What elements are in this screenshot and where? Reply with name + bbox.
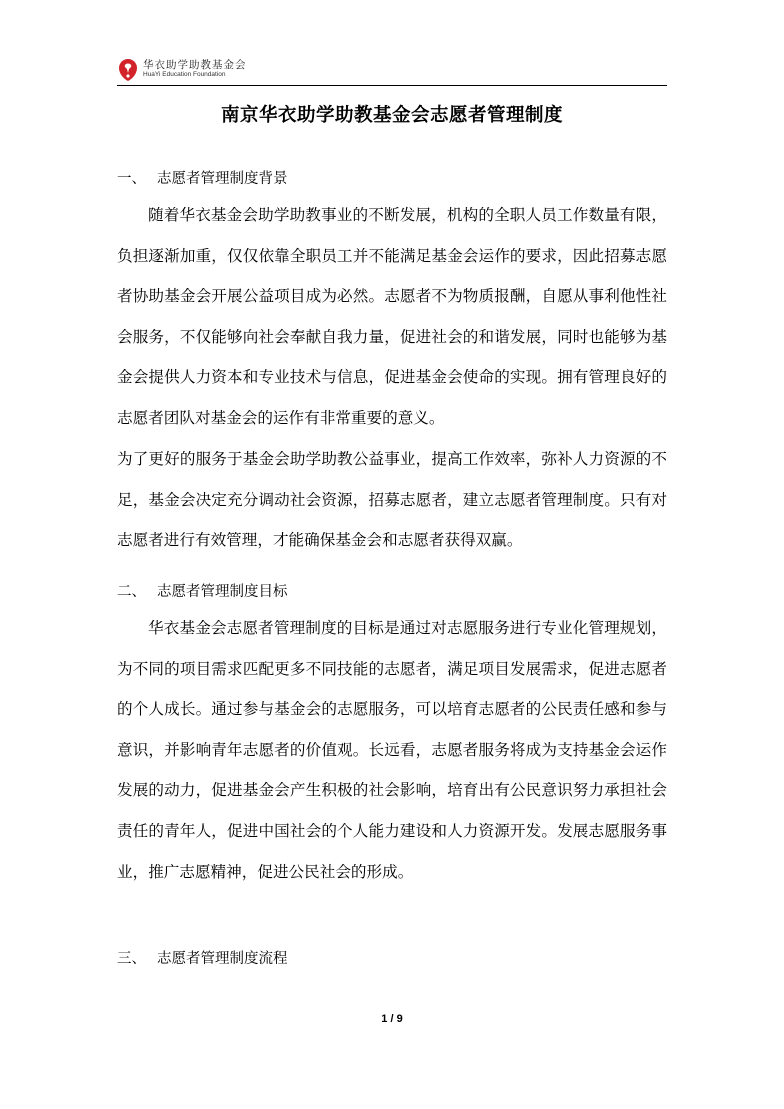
section-title: 志愿者管理制度背景 bbox=[157, 171, 288, 187]
document-title: 南京华衣助学助教基金会志愿者管理制度 bbox=[220, 105, 563, 126]
paragraph: 为了更好的服务于基金会助学助教公益事业，提高工作效率，弥补人力资源的不足，基金会决定充分调动社会资源，招募志愿者，建立志愿者管理制度。只有对志愿者进行有效管理，才能确保基金会和志愿者获得双赢。 bbox=[117, 450, 667, 550]
section-number: 一、 bbox=[117, 171, 146, 187]
paragraph: 随着华衣基金会助学助教事业的不断发展，机构的全职人员工作数量有限，负担逐渐加重，仅仅依靠全职员工并不能满足基金会运作的要求，因此招募志愿者协助基金会开展公益项目成为必然。志愿者不为物质报酬，自愿从事利他性社会服务，不仅能够向社会奉献自我力量，促进社会的和谐发展，同时也能够为基金会提供人力资本和专业技术与信息，促进基金会使命的实现。拥有管理良好的志愿者团队对基金会的运作有非常重要的意义。 bbox=[117, 206, 667, 427]
section-number: 二、 bbox=[117, 584, 146, 600]
page-header bbox=[117, 56, 667, 86]
header-divider bbox=[117, 85, 667, 86]
section-heading-3 bbox=[117, 947, 288, 968]
section-number: 三、 bbox=[117, 951, 146, 967]
section-title: 志愿者管理制度目标 bbox=[157, 584, 288, 600]
page-number: 1 / 9 bbox=[381, 1013, 403, 1025]
paragraph: 华衣基金会志愿者管理制度的目标是通过对志愿服务进行专业化管理规划，为不同的项目需求匹配更多不同技能的志愿者，满足项目发展需求，促进志愿者的个人成长。通过参与基金会的志愿服务，可以培育志愿者的公民责任感和参与意识，并影响青年志愿者的价值观。长远看，志愿者服务将成为支持基金会运作发展的动力，促进基金会产生积极的社会影响，培育出有公民意识努力承担社会责任的青年人，促进中国社会的个人能力建设和人力资源开发。发展志愿服务事业，推广志愿精神，促进公民社会的形成。 bbox=[117, 619, 667, 881]
foundation-logo-icon bbox=[117, 56, 139, 82]
org-name-en: HuaYi Education Foundation bbox=[143, 71, 226, 78]
section-title: 志愿者管理制度流程 bbox=[157, 951, 288, 967]
section-heading-2 bbox=[117, 580, 288, 601]
org-name-cn: 华衣助学助教基金会 bbox=[143, 59, 247, 71]
section-heading-1 bbox=[117, 167, 288, 188]
